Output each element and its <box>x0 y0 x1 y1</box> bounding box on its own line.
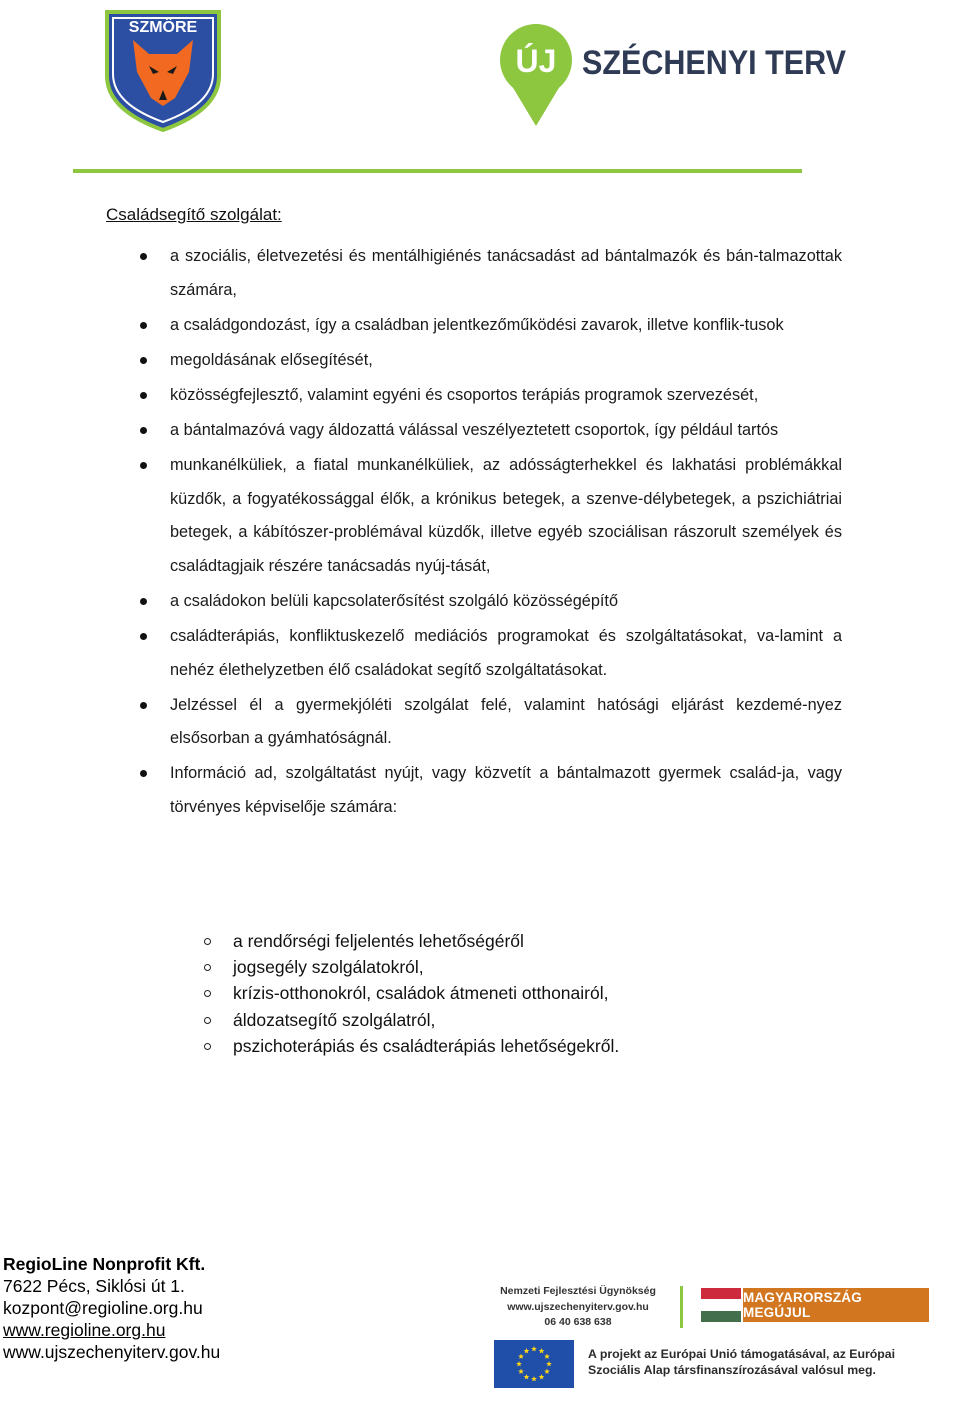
szmore-logo <box>103 6 223 132</box>
eu-flag-icon <box>494 1340 574 1388</box>
list-item: a családgondozást, így a családban jelentkezőműködési zavarok, illetve konflik-tusok <box>170 309 842 343</box>
list-item: Információ ad, szolgáltatást nyújt, vagy közvetít a bántalmazott gyermek család-ja, vagy törvényes képviselője számára: <box>170 757 842 824</box>
sub-list-item: krízis-otthonokról, családok átmeneti otthonairól, <box>233 980 833 1006</box>
information-sub-list <box>233 928 833 1059</box>
nfu-url: www.ujszechenyiterv.gov.hu <box>507 1300 649 1313</box>
uj-szechenyi-terv-logo <box>498 20 850 130</box>
list-item: munkanélküliek, a fiatal munkanélküliek, az adósságterhekkel és lakhatási problémákkal küzdők, a fogyatékossággal élők, a krónikus betegek, a szenve-délybetegek, a pszichiátriai betegek, a kábítószer-problémával küzdők, illetve egyéb szociálisan rászorult személyek és családtagjaik részére tanácsadás nyúj-tását, <box>170 449 842 583</box>
list-item: a bántalmazóvá vagy áldozattá válással veszélyeztetett csoportok, így például tartós <box>170 414 842 448</box>
szmore-logo-text: SZMÖRE <box>128 19 198 36</box>
footer-divider <box>680 1286 683 1328</box>
uj-logo-text: SZÉCHENYI TERV <box>582 44 847 82</box>
list-item: Jelzéssel él a gyermekjóléti szolgálat felé, valamint hatósági eljárást kezdemé-nyez elsősorban a gyámhatóságnál. <box>170 689 842 756</box>
website-link-regioline[interactable]: www.regioline.org.hu <box>3 1320 166 1340</box>
website-link-ujszechenyiterv[interactable]: www.ujszechenyiterv.gov.hu <box>3 1342 221 1362</box>
list-item: a családokon belüli kapcsolaterősítést szolgáló közösségépítő <box>170 585 842 619</box>
nfu-name: Nemzeti Fejlesztési Ügynökség <box>500 1285 656 1297</box>
list-item: megoldásának elősegítését, <box>170 344 842 378</box>
service-list <box>170 240 842 826</box>
list-item: a szociális, életvezetési és mentálhigiénés tanácsadást ad bántalmazók és bán-talmazottak számára, <box>170 240 842 307</box>
nfu-logo-block <box>494 1284 662 1331</box>
list-item: közösségfejlesztő, valamint egyéni és csoportos terápiás programok szervezését, <box>170 379 842 413</box>
sub-list-item: áldozatsegítő szolgálatról, <box>233 1007 833 1033</box>
header-divider <box>73 169 802 173</box>
magyarorszag-megujul-banner: MAGYARORSZÁG MEGÚJUL <box>743 1288 929 1322</box>
eu-funding-notice: A projekt az Európai Unió támogatásával, az Európai Szociális Alap társfinanszírozásával valósul meg. <box>588 1347 896 1377</box>
sub-list-item: a rendőrségi feljelentés lehetőségéről <box>233 928 833 954</box>
nfu-phone: 06 40 638 638 <box>544 1316 612 1328</box>
section-title: Családsegítő szolgálat: <box>106 205 282 224</box>
hungarian-flag-icon <box>701 1288 741 1322</box>
contact-block <box>3 1253 220 1363</box>
email-address: kozpont@regioline.org.hu <box>3 1298 203 1318</box>
sub-list-item: pszichoterápiás és családterápiás lehetőségekről. <box>233 1033 833 1059</box>
company-name: RegioLine Nonprofit Kft. <box>3 1254 206 1274</box>
address: 7622 Pécs, Siklósi út 1. <box>3 1276 185 1296</box>
list-item: családterápiás, konfliktuskezelő mediációs programokat és szolgáltatásokat, va-lamint a nehéz élethelyzetben élő családokat segítő szolgáltatásokat. <box>170 620 842 687</box>
sub-list-item: jogsegély szolgálatokról, <box>233 954 833 980</box>
uj-logo-mark: ÚJ <box>515 43 557 79</box>
